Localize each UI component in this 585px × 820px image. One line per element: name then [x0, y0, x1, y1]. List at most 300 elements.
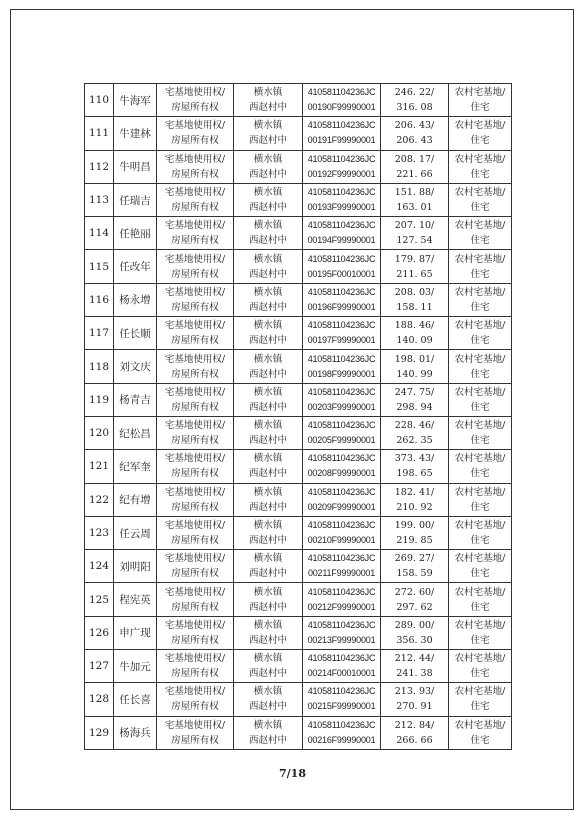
land-use-cell — [449, 117, 512, 150]
land-use-text: 农村宅基地/ — [454, 386, 506, 398]
table-row — [85, 483, 512, 516]
location-cell — [234, 183, 303, 216]
right-type-text: 宅基地使用权/ — [164, 686, 226, 698]
area-text: 373. 43/ — [394, 453, 435, 465]
area-cell — [381, 716, 449, 749]
table-row — [85, 283, 512, 316]
location-cell — [234, 416, 303, 449]
owner-name-cell — [114, 450, 157, 483]
unit-code-cell — [303, 650, 381, 683]
owner-name-cell — [114, 650, 157, 683]
owner-name-text: 杨青吉 — [119, 394, 151, 407]
area-cell — [381, 317, 449, 350]
land-use-text: 农村宅基地/ — [454, 453, 506, 465]
right-type-text: 宅基地使用权/ — [164, 286, 226, 298]
owner-name-cell — [114, 683, 157, 716]
location-text: 横水镇 — [253, 686, 283, 698]
location-text: 西赵村中 — [248, 734, 287, 746]
unit-code-cell — [303, 716, 381, 749]
location-cell — [234, 450, 303, 483]
unit-code-cell — [303, 583, 381, 616]
area-text: 269. 27/ — [394, 553, 435, 565]
area-cell — [381, 550, 449, 583]
land-use-text: 农村宅基地/ — [454, 286, 506, 298]
area-text: 210. 92 — [396, 501, 433, 513]
area-text: 140. 09 — [396, 335, 433, 347]
row-number-cell — [85, 217, 114, 250]
unit-code-cell — [303, 317, 381, 350]
location-text: 西赵村中 — [248, 501, 287, 513]
table-row — [85, 416, 512, 449]
row-number-text: 120 — [88, 427, 110, 440]
location-cell — [234, 350, 303, 383]
area-text: 246. 22/ — [394, 87, 435, 99]
unit-code-text: 410581104236JC — [307, 553, 376, 564]
location-text: 横水镇 — [253, 619, 283, 631]
right-type-text: 房屋所有权 — [171, 368, 219, 380]
location-text: 横水镇 — [253, 420, 283, 432]
row-number-cell — [85, 317, 114, 350]
records-table-body — [85, 84, 512, 750]
row-number-text: 123 — [88, 527, 110, 539]
area-text: 316. 08 — [396, 102, 433, 114]
land-use-cell — [449, 550, 512, 583]
location-text: 西赵村中 — [248, 701, 287, 713]
location-text: 横水镇 — [253, 286, 283, 298]
unit-code-text: 00210F99990001 — [307, 535, 376, 545]
unit-code-text: 410581104236JC — [307, 719, 376, 730]
area-text: 158. 59 — [396, 568, 433, 580]
unit-code-text: 410581104236JC — [307, 686, 376, 697]
row-number-cell — [85, 683, 114, 716]
unit-code-text: 00191F99990001 — [307, 135, 376, 146]
right-type-text: 宅基地使用权/ — [164, 120, 226, 132]
row-number-cell — [85, 183, 114, 216]
right-type-cell — [157, 117, 234, 150]
land-use-text: 农村宅基地/ — [454, 719, 506, 731]
land-use-text: 住宅 — [470, 734, 490, 746]
land-use-text: 住宅 — [470, 301, 490, 313]
area-cell — [381, 383, 449, 416]
location-text: 横水镇 — [253, 120, 283, 132]
right-type-text: 宅基地使用权/ — [164, 586, 226, 598]
table-row — [85, 716, 512, 749]
row-number-text: 122 — [88, 493, 110, 506]
area-text: 182. 41/ — [394, 486, 435, 498]
right-type-text: 房屋所有权 — [171, 102, 219, 114]
location-text: 西赵村中 — [248, 401, 287, 413]
right-type-cell — [157, 183, 234, 216]
land-use-text: 农村宅基地/ — [454, 586, 506, 598]
right-type-cell — [157, 583, 234, 616]
unit-code-text: 00190F99990001 — [307, 102, 376, 113]
right-type-text: 房屋所有权 — [171, 501, 219, 513]
right-type-text: 房屋所有权 — [171, 601, 219, 613]
right-type-text: 房屋所有权 — [171, 401, 219, 413]
row-number-text: 117 — [88, 327, 110, 340]
right-type-text: 房屋所有权 — [171, 535, 219, 546]
row-number-cell — [85, 483, 114, 516]
location-text: 西赵村中 — [248, 634, 287, 646]
owner-name-text: 任长顺 — [119, 327, 151, 340]
right-type-cell — [157, 450, 234, 483]
owner-name-text: 申广现 — [119, 627, 151, 640]
land-use-text: 住宅 — [470, 568, 490, 580]
table-row — [85, 650, 512, 683]
location-cell — [234, 250, 303, 283]
area-cell — [381, 683, 449, 716]
location-text: 横水镇 — [253, 486, 283, 498]
area-text: 188. 46/ — [394, 320, 435, 332]
owner-name-text: 程宪英 — [119, 594, 151, 607]
owner-name-text: 刘明阳 — [119, 560, 151, 573]
right-type-text: 房屋所有权 — [171, 701, 219, 713]
location-cell — [234, 217, 303, 250]
right-type-text: 宅基地使用权/ — [164, 453, 226, 465]
unit-code-text: 00216F99990001 — [307, 734, 376, 745]
location-text: 横水镇 — [253, 719, 283, 731]
land-use-cell — [449, 616, 512, 649]
area-text: 198. 65 — [396, 468, 433, 480]
location-text: 横水镇 — [253, 253, 283, 265]
row-number-cell — [85, 117, 114, 150]
location-text: 西赵村中 — [248, 135, 287, 147]
owner-name-cell — [114, 283, 157, 316]
table-row — [85, 383, 512, 416]
table-row — [85, 450, 512, 483]
unit-code-text: 00203F99990001 — [307, 401, 376, 412]
right-type-text: 房屋所有权 — [171, 634, 219, 646]
owner-name-cell — [114, 616, 157, 649]
row-number-text: 118 — [88, 360, 110, 373]
owner-name-text: 纪松昌 — [119, 427, 151, 440]
land-use-text: 住宅 — [470, 535, 490, 546]
land-use-text: 农村宅基地/ — [454, 353, 506, 365]
land-use-text: 住宅 — [470, 634, 490, 646]
location-text: 西赵村中 — [248, 335, 287, 347]
unit-code-cell — [303, 217, 381, 250]
area-text: 247. 75/ — [394, 386, 435, 398]
row-number-text: 119 — [88, 393, 110, 406]
right-type-text: 宅基地使用权/ — [164, 719, 226, 731]
unit-code-text: 00213F99990001 — [307, 634, 376, 645]
location-cell — [234, 283, 303, 316]
location-cell — [234, 383, 303, 416]
table-row — [85, 117, 512, 150]
land-use-text: 住宅 — [470, 601, 490, 613]
land-use-text: 住宅 — [470, 268, 490, 280]
area-text: 198. 01/ — [394, 353, 435, 365]
owner-name-text: 纪军奎 — [119, 460, 151, 473]
location-text: 西赵村中 — [248, 268, 287, 280]
owner-name-cell — [114, 117, 157, 150]
area-cell — [381, 616, 449, 649]
land-use-text: 农村宅基地/ — [454, 187, 506, 199]
right-type-cell — [157, 416, 234, 449]
owner-name-text: 牛明昌 — [119, 161, 151, 174]
location-text: 横水镇 — [253, 187, 283, 199]
location-text: 横水镇 — [253, 386, 283, 398]
unit-code-text: 410581104236JC — [307, 153, 376, 164]
unit-code-text: 00209F99990001 — [307, 501, 376, 512]
land-use-text: 住宅 — [470, 401, 490, 413]
right-type-text: 宅基地使用权/ — [164, 320, 226, 332]
table-row — [85, 317, 512, 350]
unit-code-text: 410581104236JC — [307, 320, 376, 331]
table-row — [85, 250, 512, 283]
unit-code-cell — [303, 516, 381, 549]
location-cell — [234, 550, 303, 583]
right-type-text: 房屋所有权 — [171, 335, 219, 347]
area-text: 206. 43 — [396, 135, 433, 147]
owner-name-text: 杨永增 — [119, 294, 151, 307]
location-text: 横水镇 — [253, 353, 283, 365]
unit-code-cell — [303, 84, 381, 117]
land-use-text: 农村宅基地/ — [454, 686, 506, 698]
land-use-text: 农村宅基地/ — [454, 320, 506, 332]
area-text: 272. 60/ — [394, 586, 435, 598]
unit-code-cell — [303, 150, 381, 183]
area-text: 212. 84/ — [394, 719, 435, 731]
right-type-text: 房屋所有权 — [171, 135, 219, 147]
owner-name-text: 任云周 — [119, 527, 151, 540]
right-type-text: 房屋所有权 — [171, 202, 219, 214]
unit-code-cell — [303, 350, 381, 383]
area-cell — [381, 250, 449, 283]
unit-code-text: 00198F99990001 — [307, 368, 376, 379]
row-number-cell — [85, 350, 114, 383]
row-number-cell — [85, 450, 114, 483]
area-cell — [381, 217, 449, 250]
land-use-text: 住宅 — [470, 468, 490, 480]
location-text: 西赵村中 — [248, 368, 287, 380]
land-use-cell — [449, 283, 512, 316]
area-text: 266. 66 — [396, 734, 433, 746]
location-text: 西赵村中 — [248, 535, 287, 546]
location-text: 横水镇 — [253, 553, 283, 565]
land-use-cell — [449, 84, 512, 117]
right-type-text: 宅基地使用权/ — [164, 619, 226, 631]
owner-name-text: 杨海兵 — [119, 727, 151, 740]
area-text: 298. 94 — [396, 401, 433, 413]
right-type-cell — [157, 683, 234, 716]
area-cell — [381, 84, 449, 117]
row-number-text: 116 — [88, 293, 110, 306]
land-use-cell — [449, 650, 512, 683]
row-number-text: 113 — [88, 194, 110, 207]
right-type-text: 房屋所有权 — [171, 435, 219, 447]
land-use-text: 农村宅基地/ — [454, 153, 506, 165]
unit-code-cell — [303, 283, 381, 316]
unit-code-text: 410581104236JC — [307, 486, 376, 497]
right-type-cell — [157, 317, 234, 350]
right-type-text: 宅基地使用权/ — [164, 386, 226, 398]
land-use-text: 住宅 — [470, 668, 490, 680]
owner-name-text: 刘文庆 — [119, 361, 151, 374]
location-cell — [234, 117, 303, 150]
area-text: 228. 46/ — [394, 420, 435, 432]
land-use-cell — [449, 716, 512, 749]
land-use-cell — [449, 416, 512, 449]
table-row — [85, 150, 512, 183]
area-text: 140. 99 — [396, 368, 433, 380]
row-number-text: 126 — [88, 626, 110, 639]
right-type-text: 宅基地使用权/ — [164, 486, 226, 498]
unit-code-text: 00195F00010001 — [307, 268, 376, 279]
row-number-text: 112 — [88, 160, 110, 173]
right-type-cell — [157, 516, 234, 549]
land-use-cell — [449, 150, 512, 183]
right-type-text: 房屋所有权 — [171, 268, 219, 280]
unit-code-text: 00211F99990001 — [307, 568, 376, 579]
area-cell — [381, 650, 449, 683]
land-use-text: 农村宅基地/ — [454, 553, 506, 565]
land-use-cell — [449, 450, 512, 483]
unit-code-text: 410581104236JC — [307, 286, 376, 297]
area-cell — [381, 416, 449, 449]
right-type-text: 房屋所有权 — [171, 301, 219, 313]
row-number-text: 121 — [88, 460, 110, 473]
row-number-cell — [85, 616, 114, 649]
area-cell — [381, 450, 449, 483]
right-type-cell — [157, 250, 234, 283]
owner-name-cell — [114, 84, 157, 117]
area-cell — [381, 583, 449, 616]
unit-code-text: 00215F99990001 — [307, 701, 376, 712]
right-type-text: 宅基地使用权/ — [164, 87, 226, 99]
area-text: 158. 11 — [396, 301, 433, 313]
unit-code-text: 410581104236JC — [307, 586, 376, 597]
right-type-text: 宅基地使用权/ — [164, 253, 226, 265]
area-text: 127. 54 — [396, 235, 433, 247]
area-cell — [381, 516, 449, 549]
land-use-text: 农村宅基地/ — [454, 520, 506, 531]
land-use-cell — [449, 516, 512, 549]
row-number-text: 125 — [88, 593, 110, 606]
owner-name-cell — [114, 350, 157, 383]
row-number-text: 114 — [88, 227, 110, 240]
owner-name-cell — [114, 217, 157, 250]
area-text: 213. 93/ — [394, 686, 435, 698]
location-text: 横水镇 — [253, 153, 283, 165]
right-type-text: 房屋所有权 — [171, 734, 219, 746]
owner-name-text: 纪有增 — [119, 494, 151, 507]
right-type-cell — [157, 383, 234, 416]
land-use-text: 住宅 — [470, 368, 490, 380]
area-cell — [381, 117, 449, 150]
land-use-cell — [449, 250, 512, 283]
area-text: 241. 38 — [396, 668, 433, 680]
owner-name-cell — [114, 150, 157, 183]
unit-code-text: 410581104236JC — [307, 420, 376, 431]
location-cell — [234, 516, 303, 549]
right-type-text: 房屋所有权 — [171, 568, 219, 580]
right-type-text: 房屋所有权 — [171, 668, 219, 680]
right-type-cell — [157, 84, 234, 117]
location-text: 西赵村中 — [248, 435, 287, 447]
row-number-text: 110 — [88, 94, 110, 107]
land-use-cell — [449, 317, 512, 350]
unit-code-text: 00194F99990001 — [307, 235, 376, 246]
area-text: 211. 65 — [396, 268, 433, 280]
row-number-cell — [85, 250, 114, 283]
owner-name-text: 牛加元 — [119, 660, 151, 673]
table-row — [85, 683, 512, 716]
right-type-text: 房屋所有权 — [171, 468, 219, 480]
location-cell — [234, 483, 303, 516]
area-cell — [381, 183, 449, 216]
area-text: 206. 43/ — [394, 120, 435, 132]
unit-code-text: 410581104236JC — [307, 653, 376, 664]
owner-name-text: 任瑞吉 — [119, 194, 151, 207]
unit-code-cell — [303, 450, 381, 483]
unit-code-cell — [303, 550, 381, 583]
land-use-text: 农村宅基地/ — [454, 486, 506, 498]
location-text: 西赵村中 — [248, 601, 287, 613]
area-text: 208. 03/ — [394, 286, 435, 298]
table-row — [85, 516, 512, 549]
records-table — [84, 83, 512, 750]
right-type-text: 宅基地使用权/ — [164, 187, 226, 199]
land-use-text: 农村宅基地/ — [454, 220, 506, 232]
area-text: 289. 00/ — [394, 619, 435, 631]
area-text: 221. 66 — [396, 168, 433, 180]
land-use-text: 农村宅基地/ — [454, 120, 506, 132]
unit-code-cell — [303, 183, 381, 216]
row-number-cell — [85, 650, 114, 683]
table-row — [85, 350, 512, 383]
owner-name-text: 牛建林 — [119, 127, 151, 140]
right-type-cell — [157, 550, 234, 583]
area-text: 207. 10/ — [394, 220, 435, 232]
land-use-text: 农村宅基地/ — [454, 420, 506, 432]
row-number-cell — [85, 516, 114, 549]
land-use-cell — [449, 350, 512, 383]
owner-name-cell — [114, 250, 157, 283]
unit-code-text: 00193F99990001 — [307, 202, 376, 213]
land-use-text: 农村宅基地/ — [454, 653, 506, 665]
location-text: 西赵村中 — [248, 468, 287, 480]
land-use-text: 住宅 — [470, 335, 490, 347]
land-use-text: 住宅 — [470, 501, 490, 513]
unit-code-text: 410581104236JC — [307, 520, 376, 530]
unit-code-cell — [303, 383, 381, 416]
land-use-text: 住宅 — [470, 135, 490, 147]
area-text: 151. 88/ — [394, 187, 435, 199]
location-text: 西赵村中 — [248, 102, 287, 114]
location-text: 西赵村中 — [248, 568, 287, 580]
right-type-cell — [157, 616, 234, 649]
area-text: 219. 85 — [396, 535, 433, 546]
owner-name-cell — [114, 416, 157, 449]
row-number-text: 128 — [88, 693, 110, 706]
right-type-cell — [157, 350, 234, 383]
area-text: 199. 00/ — [394, 520, 435, 531]
land-use-cell — [449, 217, 512, 250]
owner-name-cell — [114, 516, 157, 549]
unit-code-text: 00197F99990001 — [307, 335, 376, 346]
location-text: 横水镇 — [253, 653, 283, 665]
row-number-cell — [85, 283, 114, 316]
unit-code-text: 00192F99990001 — [307, 168, 376, 179]
table-row — [85, 183, 512, 216]
owner-name-cell — [114, 317, 157, 350]
table-row — [85, 616, 512, 649]
unit-code-cell — [303, 416, 381, 449]
table-row — [85, 84, 512, 117]
area-text: 163. 01 — [396, 202, 433, 214]
unit-code-text: 410581104236JC — [307, 187, 376, 198]
